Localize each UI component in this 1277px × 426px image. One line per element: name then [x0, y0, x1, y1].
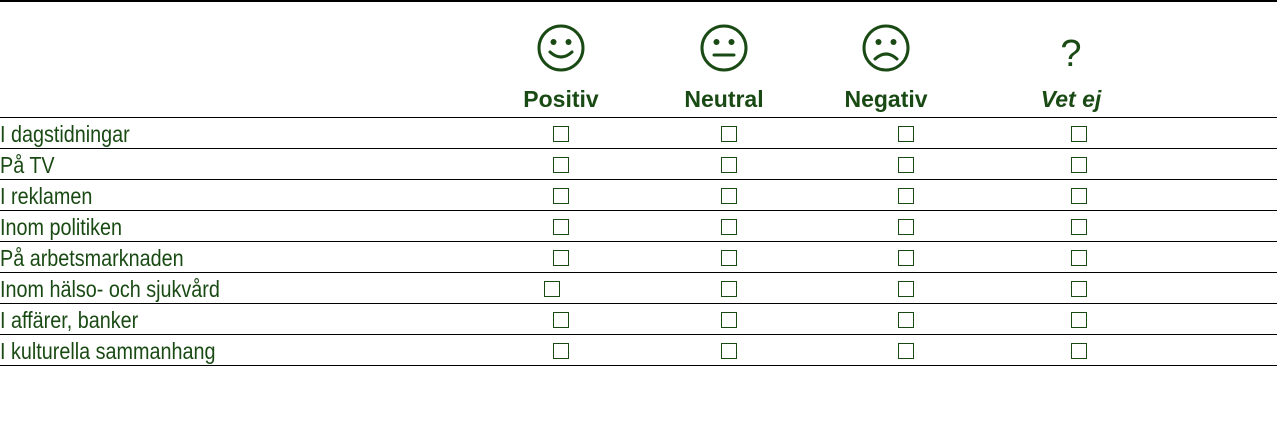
checkbox-positive[interactable] [553, 157, 569, 173]
row-label: Inom hälso- och sjukvård [0, 276, 220, 302]
checkbox-dont-know[interactable] [1071, 312, 1087, 328]
checkbox-dont-know[interactable] [1071, 219, 1087, 235]
row-label: Inom politiken [0, 214, 123, 240]
checkbox-neutral[interactable] [721, 250, 737, 266]
table-row [0, 149, 1277, 180]
column-header-negative: Negativ [844, 86, 928, 112]
checkbox-negative[interactable] [898, 250, 914, 266]
checkbox-neutral[interactable] [721, 343, 737, 359]
checkbox-negative[interactable] [898, 126, 914, 142]
checkbox-neutral[interactable] [721, 312, 737, 328]
checkbox-negative[interactable] [898, 157, 914, 173]
table-row [0, 335, 1277, 366]
survey-rows [0, 118, 1277, 366]
checkbox-neutral[interactable] [721, 157, 737, 173]
column-icons [0, 8, 1277, 88]
column-header-dont-know: Vet ej [1040, 86, 1102, 112]
row-label: På TV [0, 152, 55, 178]
checkbox-neutral[interactable] [721, 188, 737, 204]
checkbox-negative[interactable] [898, 219, 914, 235]
table-row [0, 304, 1277, 335]
checkbox-positive[interactable] [553, 343, 569, 359]
row-label: På arbetsmarknaden [0, 245, 184, 271]
checkbox-negative[interactable] [898, 312, 914, 328]
column-headers [0, 84, 1277, 114]
checkbox-neutral[interactable] [721, 281, 737, 297]
checkbox-dont-know[interactable] [1071, 188, 1087, 204]
sad-face-icon [826, 8, 946, 88]
checkbox-negative[interactable] [898, 343, 914, 359]
table-row [0, 211, 1277, 242]
table-row [0, 118, 1277, 149]
column-header-neutral: Neutral [684, 86, 764, 112]
smiley-face-icon [501, 8, 621, 88]
checkbox-dont-know[interactable] [1071, 250, 1087, 266]
row-label: I kulturella sammanhang [0, 338, 216, 364]
top-rule [0, 0, 1277, 2]
checkbox-neutral[interactable] [721, 219, 737, 235]
table-row [0, 242, 1277, 273]
row-label: I dagstidningar [0, 121, 130, 147]
checkbox-dont-know[interactable] [1071, 281, 1087, 297]
checkbox-negative[interactable] [898, 188, 914, 204]
checkbox-positive[interactable] [553, 312, 569, 328]
checkbox-positive[interactable] [553, 219, 569, 235]
checkbox-negative[interactable] [898, 281, 914, 297]
checkbox-dont-know[interactable] [1071, 157, 1087, 173]
checkbox-positive[interactable] [553, 188, 569, 204]
question-mark-icon: ? [1060, 33, 1082, 75]
neutral-face-icon [664, 8, 784, 88]
column-header-positive: Positiv [523, 86, 599, 112]
checkbox-positive[interactable] [553, 126, 569, 142]
table-row [0, 273, 1277, 304]
checkbox-neutral[interactable] [721, 126, 737, 142]
checkbox-positive[interactable] [553, 250, 569, 266]
row-label: I affärer, banker [0, 307, 139, 333]
table-row [0, 180, 1277, 211]
checkbox-dont-know[interactable] [1071, 126, 1087, 142]
checkbox-positive[interactable] [544, 281, 560, 297]
row-label: I reklamen [0, 183, 93, 209]
checkbox-dont-know[interactable] [1071, 343, 1087, 359]
